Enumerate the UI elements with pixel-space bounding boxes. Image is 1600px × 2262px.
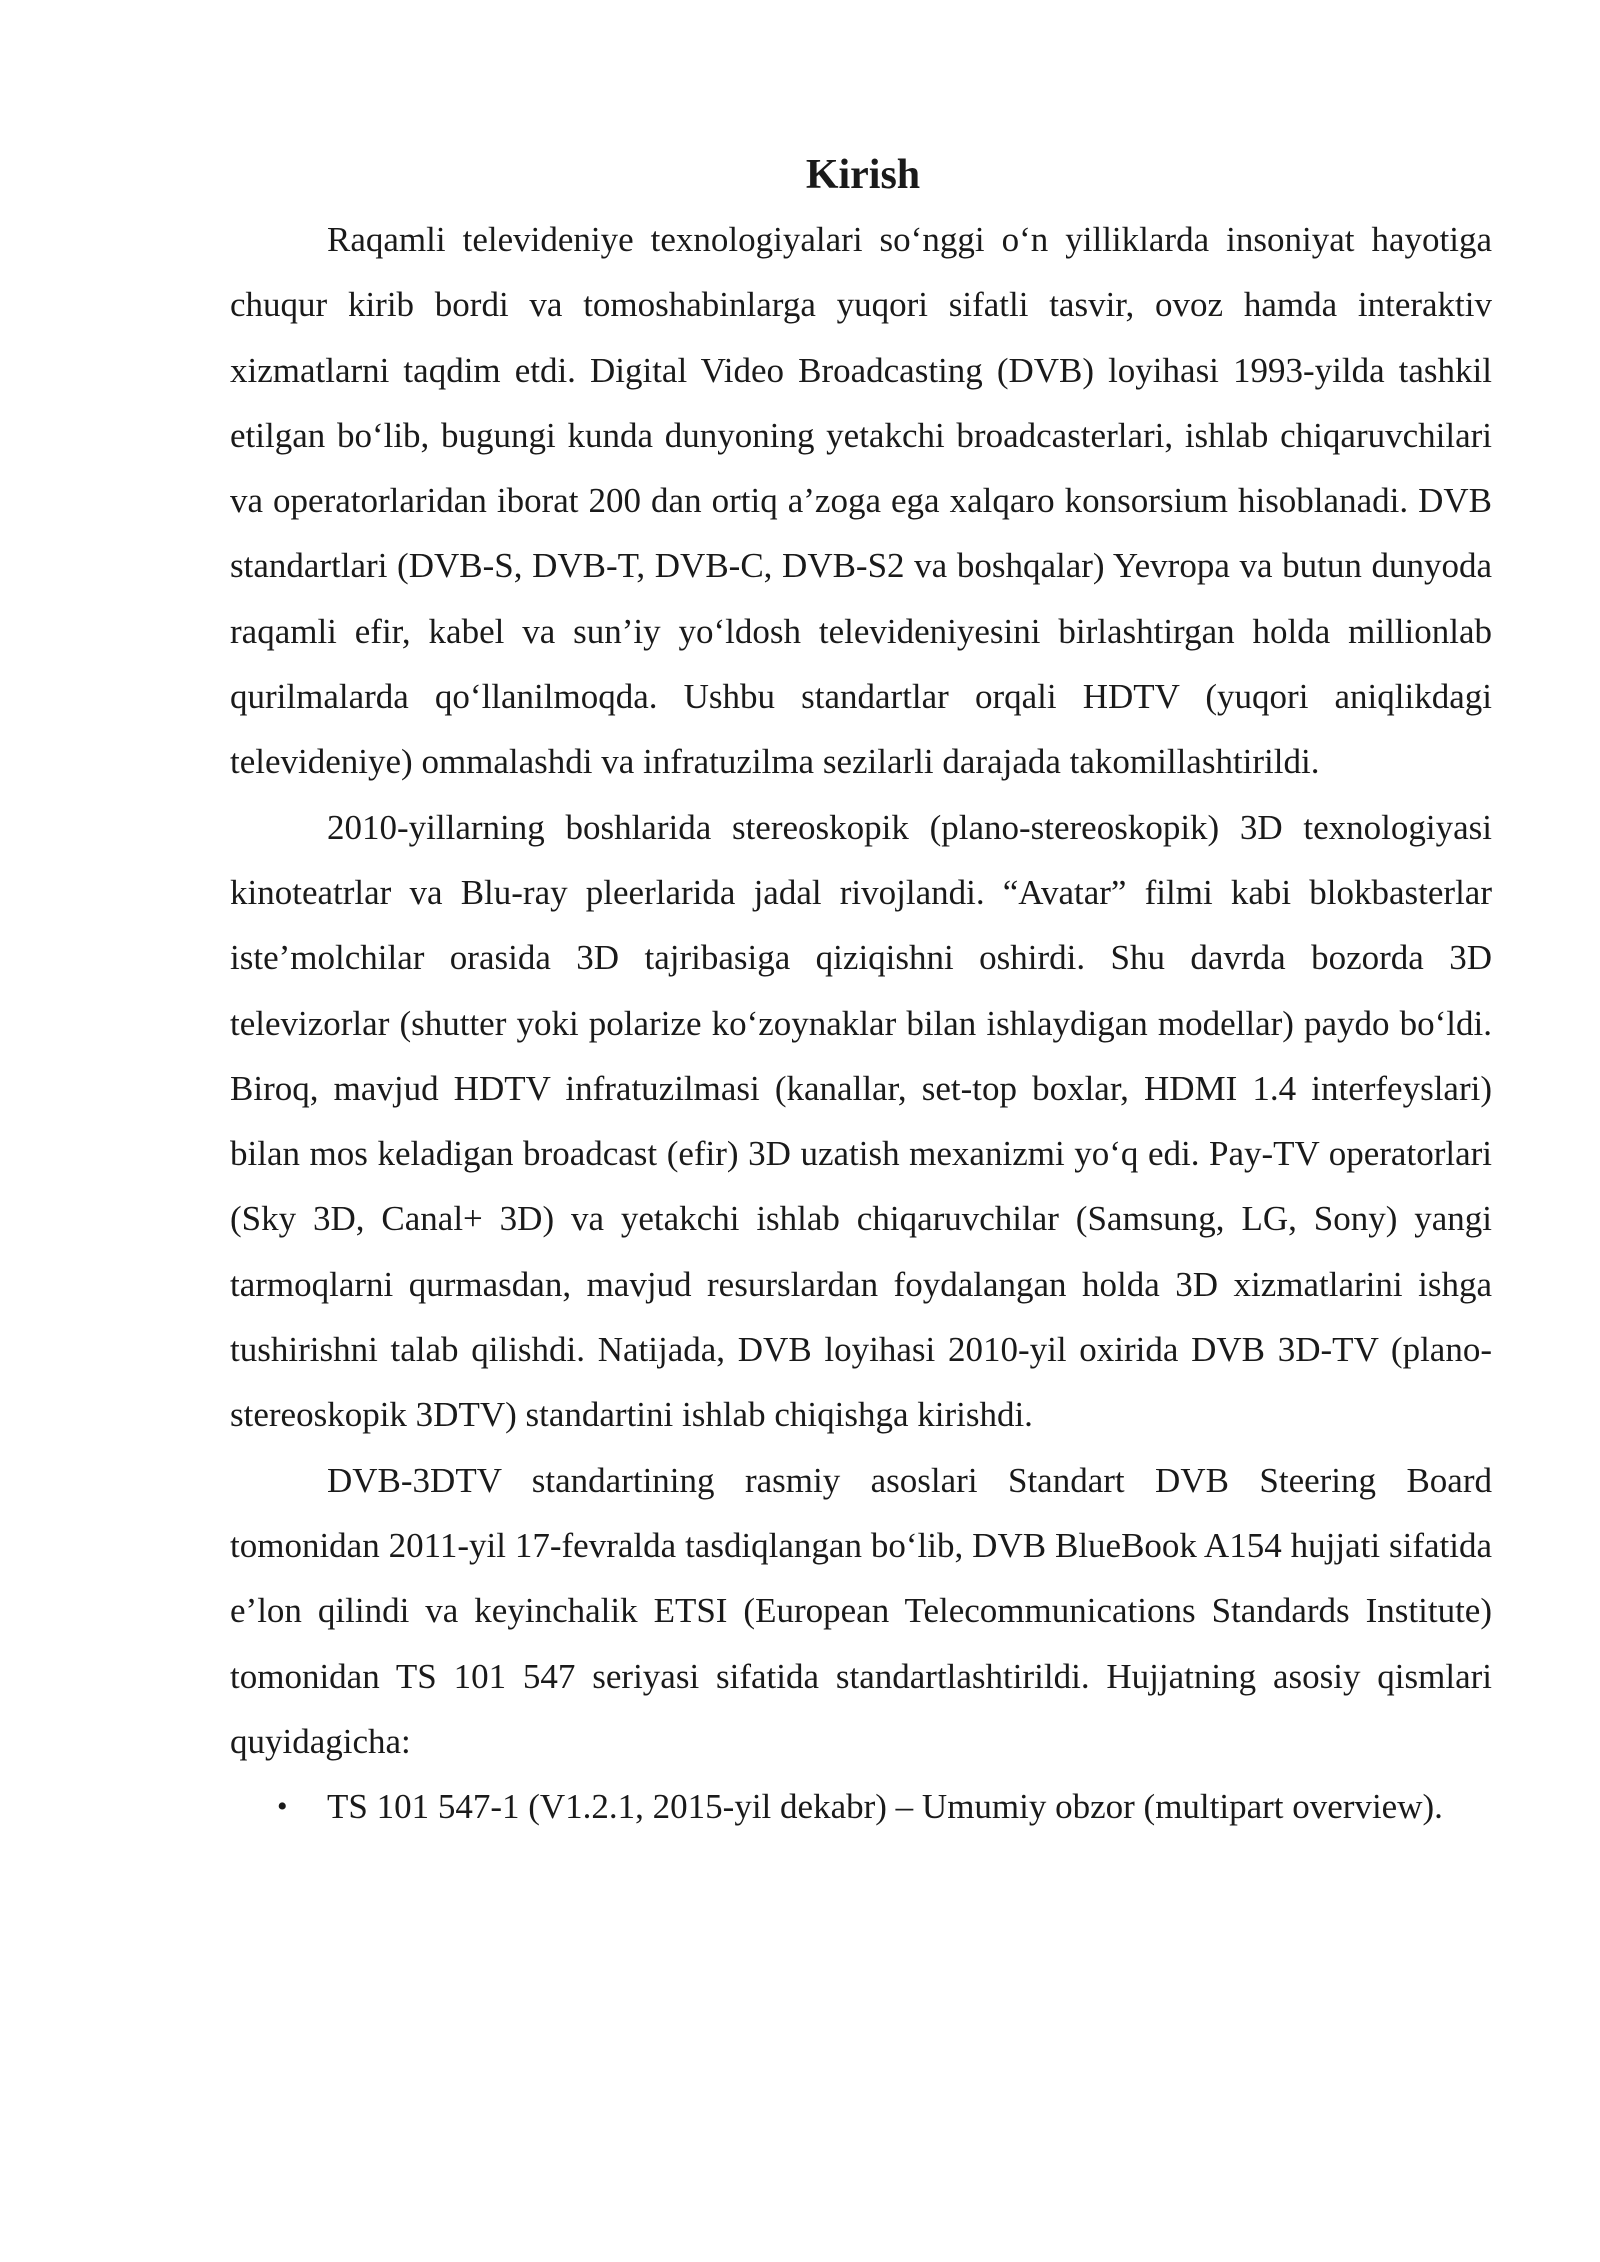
standards-list — [230, 1774, 1492, 1839]
paragraph-dvb-3dtv-standard: DVB-3DTV standartining rasmiy asoslari Standart DVB Steering Board tomonidan 2011-yil 17-fevralda tasdiqlangan bo‘lib, DVB BlueBook A154 hujjati sifatida e’lon qilindi va keyinchalik ETSI (European Telecommunications Standards Institute) tomonidan TS 101 547 seriyasi sifatida standartlashtirildi. Hujjatning asosiy qismlari quyidagicha: — [230, 1460, 1492, 1761]
list-item-text: TS 101 547-1 (V1.2.1, 2015-yil dekabr) – Umumiy obzor (multipart overview). — [327, 1787, 1443, 1827]
bullet-icon: • — [277, 1790, 288, 1824]
document-body — [230, 145, 1492, 1839]
list-item — [230, 1774, 1492, 1839]
paragraph-3d-history: 2010-yillarning boshlarida stereoskopik (plano-stereoskopik) 3D texnologiyasi kinoteatrlar va Blu-ray pleerlarida jadal rivojlandi. “Avatar” filmi kabi blokbasterlar iste’molchilar orasida 3D tajribasiga qiziqishni oshirdi. Shu davrda bozorda 3D televizorlar (shutter yoki polarize ko‘zoynaklar bilan ishlaydigan modellar) paydo bo‘ldi. Biroq, mavjud HDTV infratuzilmasi (kanallar, set-top boxlar, HDMI 1.4 interfeyslari) bilan mos keladigan broadcast (efir) 3D uzatish mexanizmi yo‘q edi. Pay-TV operatorlari (Sky 3D, Canal+ 3D) va yetakchi ishlab chiqaruvchilar (Samsung, LG, Sony) yangi tarmoqlarni qurmasdan, mavjud resurslardan foydalangan holda 3D xizmatlarini ishga tushirishni talab qilishdi. Natijada, DVB loyihasi 2010-yil oxirida DVB 3D-TV (plano-stereoskopik 3DTV) standartini ishlab chiqishga kirishdi. — [230, 807, 1492, 1435]
page-title: Kirish — [805, 152, 921, 198]
paragraph-intro-digital-tv: Raqamli televideniye texnologiyalari so‘nggi o‘n yilliklarda insoniyat hayotiga chuqur kirib bordi va tomoshabinlarga yuqori sifatli tasvir, ovoz hamda interaktiv xizmatlarni taqdim etdi. Digital Video Broadcasting (DVB) loyihasi 1993-yilda tashkil etilgan bo‘lib, bugungi kunda dunyoning yetakchi broadcasterlari, ishlab chiqaruvchilari va operatorlaridan iborat 200 dan ortiq a’zoga ega xalqaro konsorsium hisoblanadi. DVB standartlari (DVB-S, DVB-T, DVB-C, DVB-S2 va boshqalar) Yevropa va butun dunyoda raqamli efir, kabel va sun’iy yo‘ldosh televideniyesini birlashtirgan holda millionlab qurilmalarda qo‘llanilmoqda. Ushbu standartlar orqali HDTV (yuqori aniqlikdagi televideniye) ommalashdi va infratuzilma sezilarli darajada takomillashtirildi. — [230, 220, 1492, 782]
